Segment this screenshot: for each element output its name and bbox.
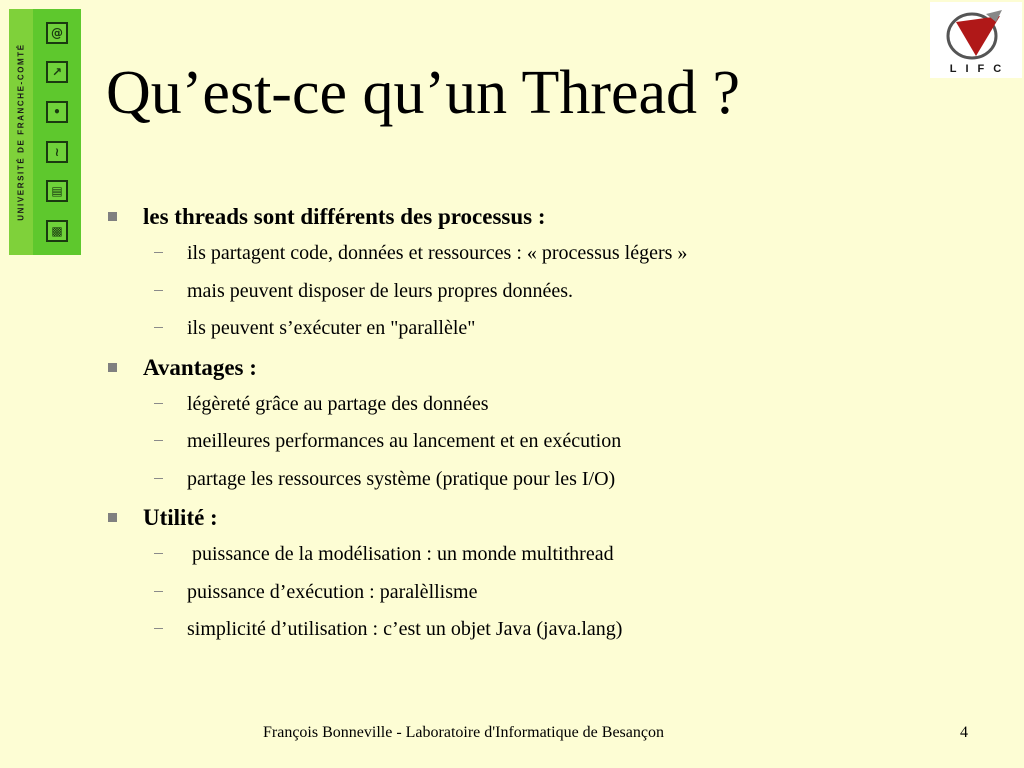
sub-item-text: puissance d’exécution : paralèllisme	[187, 580, 478, 603]
section-heading-text: les threads sont différents des processus :	[143, 204, 546, 229]
page-number: 4	[960, 724, 968, 741]
sub-item	[108, 468, 988, 506]
square-bullet-icon	[108, 513, 117, 522]
sub-item-text: ils partagent code, données et ressources : « processus légers »	[187, 242, 688, 264]
sub-item-text: meilleures performances au lancement et en exécution	[187, 430, 622, 452]
dash-bullet-icon	[154, 327, 163, 328]
section-heading	[108, 355, 988, 393]
square-bullet-icon	[108, 363, 117, 372]
sub-item	[108, 280, 988, 318]
footer-author: François Bonneville - Laboratoire d'Informatique de Besançon	[263, 724, 664, 741]
sub-item	[108, 581, 988, 619]
lifc-text: LIFC	[949, 63, 1011, 75]
lifc-emblem-icon	[930, 2, 1022, 64]
section-heading	[108, 505, 988, 543]
dot-square-icon: •	[46, 101, 68, 123]
section-heading-text: Utilité :	[143, 505, 218, 530]
dash-bullet-icon	[154, 403, 163, 404]
sub-item-text: puissance de la modélisation : un monde multithread	[187, 543, 614, 565]
sub-item	[108, 393, 988, 431]
slide-title: Qu’est-ce qu’un Thread ?	[106, 59, 741, 127]
sub-item-text: simplicité d’utilisation : c’est un objet Java (java.lang)	[187, 618, 623, 640]
dash-bullet-icon	[154, 290, 163, 291]
dash-bullet-icon	[154, 440, 163, 441]
sub-item-text: légèreté grâce au partage des données	[187, 392, 489, 415]
square-bullet-icon	[108, 212, 117, 221]
sub-item	[108, 543, 988, 581]
section-heading-text: Avantages :	[143, 354, 257, 380]
sub-item-text: ils peuvent s’exécuter en "parallèle"	[187, 317, 476, 339]
sub-item	[108, 242, 988, 280]
sub-item	[108, 430, 988, 468]
maze-icon: ▩	[46, 220, 68, 242]
dash-bullet-icon	[154, 628, 163, 629]
arrow-icon: ↗	[46, 61, 68, 83]
spiral-icon: @	[46, 22, 68, 44]
section-heading	[108, 204, 988, 242]
dash-bullet-icon	[154, 252, 163, 253]
university-name: UNIVERSITÉ DE FRANCHE-COMTÉ	[16, 43, 26, 221]
university-logo	[9, 9, 81, 255]
university-name-strip	[9, 9, 33, 255]
wave-icon: ≀	[46, 141, 68, 163]
sub-item-text: partage les ressources système (pratique pour les I/O)	[187, 467, 616, 490]
lifc-logo	[930, 2, 1022, 78]
sub-item	[108, 618, 988, 656]
grid-icon: ▤	[46, 180, 68, 202]
sub-item-text: mais peuvent disposer de leurs propres données.	[187, 279, 574, 302]
dash-bullet-icon	[154, 553, 163, 554]
dash-bullet-icon	[154, 478, 163, 479]
dash-bullet-icon	[154, 591, 163, 592]
university-icon-column	[33, 9, 81, 255]
sub-item	[108, 317, 988, 355]
slide-content	[108, 204, 988, 656]
